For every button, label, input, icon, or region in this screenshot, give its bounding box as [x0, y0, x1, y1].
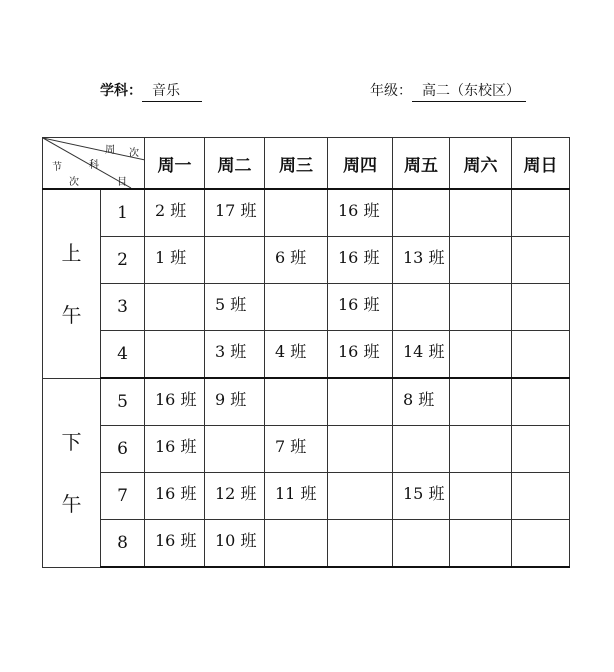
class-cell	[205, 237, 264, 245]
class-cell: 16 班	[338, 201, 380, 220]
corner-period-1: 节	[52, 162, 62, 173]
class-cell: 11 班	[275, 484, 317, 503]
class-cell	[205, 426, 264, 434]
class-cell	[450, 379, 511, 387]
class-cell	[450, 190, 511, 198]
class-cell	[393, 426, 449, 434]
day-header: 周三	[265, 138, 328, 190]
class-cell	[512, 520, 569, 528]
day-header: 周二	[205, 138, 265, 190]
class-cell: 17 班	[215, 201, 257, 220]
day-header: 周四	[328, 138, 393, 190]
corner-item: 目	[117, 177, 127, 188]
class-cell	[393, 190, 449, 198]
class-cell: 14 班	[403, 342, 445, 361]
class-cell	[512, 284, 569, 292]
table-row	[43, 520, 570, 568]
corner-period-2: 次	[69, 177, 79, 188]
table-row	[43, 237, 570, 284]
period-number: 7	[101, 473, 145, 520]
class-cell	[512, 237, 569, 245]
corner-week-1: 周	[105, 145, 115, 156]
class-cell	[145, 284, 204, 292]
class-cell: 2 班	[155, 201, 187, 220]
grade-label: 年级：	[370, 83, 412, 99]
class-cell	[265, 379, 327, 387]
class-cell	[450, 284, 511, 292]
class-cell: 5 班	[215, 295, 247, 314]
class-cell: 16 班	[338, 295, 380, 314]
schedule-table	[42, 137, 570, 568]
table-row	[43, 426, 570, 473]
class-cell	[265, 284, 327, 292]
class-cell	[450, 237, 511, 245]
class-cell: 16 班	[338, 342, 380, 361]
class-cell: 3 班	[215, 342, 247, 361]
period-number: 1	[101, 189, 145, 237]
subject-value: 音乐	[142, 80, 202, 102]
class-cell	[450, 520, 511, 528]
class-cell	[265, 190, 327, 198]
class-cell	[512, 426, 569, 434]
day-header: 周一	[145, 138, 205, 190]
class-cell	[512, 190, 569, 198]
class-cell	[450, 331, 511, 339]
class-cell: 16 班	[155, 531, 197, 550]
class-cell: 9 班	[215, 390, 247, 409]
corner-week-2: 次	[129, 148, 139, 159]
period-number: 4	[101, 331, 145, 379]
class-cell: 16 班	[155, 390, 197, 409]
class-cell	[393, 520, 449, 528]
class-cell: 7 班	[275, 437, 307, 456]
class-cell	[328, 379, 392, 387]
class-cell	[328, 520, 392, 528]
period-number: 5	[101, 378, 145, 426]
class-cell	[512, 331, 569, 339]
class-cell: 1 班	[155, 248, 187, 267]
table-row	[43, 284, 570, 331]
period-number: 6	[101, 426, 145, 473]
period-number: 2	[101, 237, 145, 284]
day-header: 周六	[450, 138, 512, 190]
day-header: 周日	[512, 138, 570, 190]
class-cell	[450, 426, 511, 434]
class-cell	[450, 473, 511, 481]
class-cell	[265, 520, 327, 528]
subject-label: 学科：	[100, 83, 142, 99]
class-cell: 6 班	[275, 248, 307, 267]
class-cell: 13 班	[403, 248, 445, 267]
grade-value: 高二（东校区）	[412, 80, 526, 102]
grade-field	[370, 80, 526, 102]
class-cell	[145, 331, 204, 339]
corner-cell	[43, 138, 145, 190]
class-cell: 16 班	[338, 248, 380, 267]
table-row	[43, 331, 570, 379]
class-cell: 4 班	[275, 342, 307, 361]
afternoon-label: 下 午	[43, 378, 101, 567]
class-cell: 8 班	[403, 390, 435, 409]
class-cell	[393, 284, 449, 292]
day-header: 周五	[393, 138, 450, 190]
subject-field	[100, 80, 202, 102]
table-row	[43, 189, 570, 237]
class-cell	[328, 426, 392, 434]
class-cell	[512, 379, 569, 387]
class-cell: 15 班	[403, 484, 445, 503]
morning-label: 上 午	[43, 189, 101, 378]
class-cell: 16 班	[155, 484, 197, 503]
class-cell: 10 班	[215, 531, 257, 550]
header-row	[43, 138, 570, 190]
table-row	[43, 378, 570, 426]
class-cell: 16 班	[155, 437, 197, 456]
period-number: 8	[101, 520, 145, 568]
table-row	[43, 473, 570, 520]
period-number: 3	[101, 284, 145, 331]
corner-subject: 科	[89, 160, 99, 171]
class-cell	[512, 473, 569, 481]
class-cell: 12 班	[215, 484, 257, 503]
class-cell	[328, 473, 392, 481]
